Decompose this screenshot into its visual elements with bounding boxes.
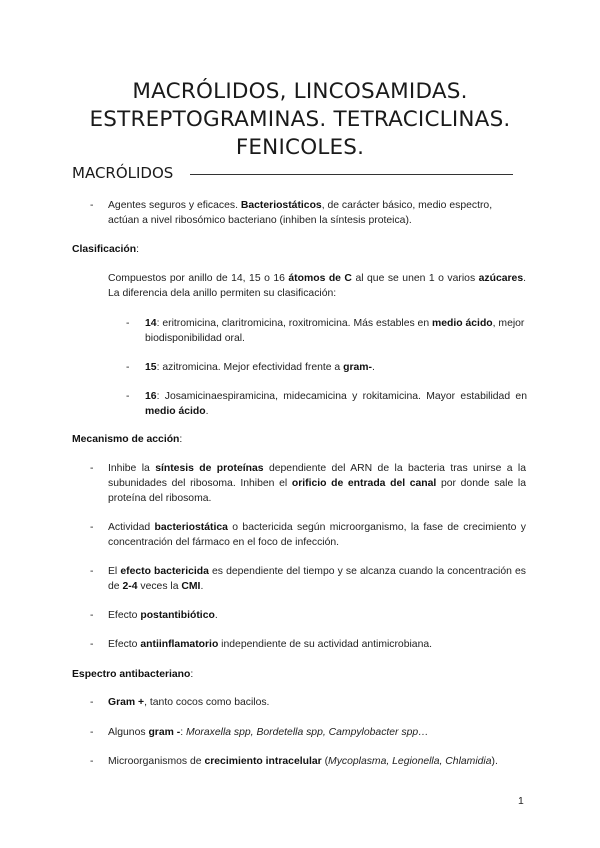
section-heading-macrolidos: MACRÓLIDOS (72, 164, 174, 182)
espectro-item-gram-positivo: Gram +, tanto cocos como bacilos. (108, 697, 270, 708)
mecanismo-item-bullet: - (90, 522, 94, 533)
mecanismo-item-bullet: - (90, 610, 94, 621)
title-line-1: MACRÓLIDOS, LINCOSAMIDAS. (132, 79, 468, 105)
clasificacion-item-16: 16: Josamicinaespiramicina, midecamicina y rokitamicina. Mayor estabilidad en medio ácido. (145, 391, 527, 417)
clasificacion-item-15: 15: azitromicina. Mejor efectividad frente a gram-. (145, 362, 375, 373)
clasificacion-item-bullet: - (126, 391, 130, 402)
mecanismo-item-sintesis: Inhibe la síntesis de proteínas dependiente del ARN de la bacteria tras unirse a la subunidades del ribosoma. Inhiben el orificio de entrada del canal por donde sale la proteína del ribosoma. (108, 463, 526, 504)
espectro-item-bullet: - (90, 697, 94, 708)
clasificacion-item-bullet: - (126, 318, 130, 329)
mecanismo-item-bullet: - (90, 566, 94, 577)
mecanismo-heading: Mecanismo de acción: (72, 434, 183, 445)
espectro-item-intracelular: Microorganismos de crecimiento intracelular (Mycoplasma, Legionella, Chlamidia). (108, 756, 498, 767)
title-line-3: FENICOLES. (235, 135, 365, 161)
clasificacion-item-bullet: - (126, 362, 130, 373)
espectro-item-bullet: - (90, 727, 94, 738)
mecanismo-item-postantibiotico: Efecto postantibiótico. (108, 610, 218, 621)
clasificacion-item-14: 14: eritromicina, claritromicina, roxitromicina. Más estables en medio ácido, mejor biodisponibilidad oral. (145, 318, 525, 344)
mecanismo-item-actividad: Actividad bacteriostática o bactericida según microorganismo, la fase de crecimiento y concentración del fármaco en el foco de infección. (108, 522, 526, 548)
clasificacion-paragraph: Compuestos por anillo de 14, 15 o 16 átomos de C al que se unen 1 o varios azúcares. La diferencia dela anillo permiten su clasificación: (108, 273, 526, 299)
mecanismo-item-bullet: - (90, 463, 94, 474)
page-number: 1 (518, 796, 524, 807)
title-line-2: ESTREPTOGRAMINAS. TETRACICLINAS. (89, 107, 511, 133)
document-title (40, 78, 560, 162)
mecanismo-item-efecto-bactericida: El efecto bactericida es dependiente del tiempo y se alcanza cuando la concentración es de 2-4 veces la CMI. (108, 566, 526, 592)
mecanismo-item-bullet: - (90, 639, 94, 650)
espectro-item-bullet: - (90, 756, 94, 767)
clasificacion-heading: Clasificación: (72, 244, 139, 255)
intro-bullet-marker: - (90, 200, 94, 211)
section-heading-rule (190, 174, 513, 175)
espectro-heading: Espectro antibacteriano: (72, 669, 194, 680)
intro-paragraph: Agentes seguros y eficaces. Bacteriostáticos, de carácter básico, medio espectro, actúan a nivel ribosómico bacteriano (inhiben la síntesis proteica). (108, 200, 493, 226)
espectro-item-gram-negativo: Algunos gram -: Moraxella spp, Bordetella spp, Campylobacter spp… (108, 727, 429, 738)
mecanismo-item-antiinflamatorio: Efecto antiinflamatorio independiente de su actividad antimicrobiana. (108, 639, 433, 650)
